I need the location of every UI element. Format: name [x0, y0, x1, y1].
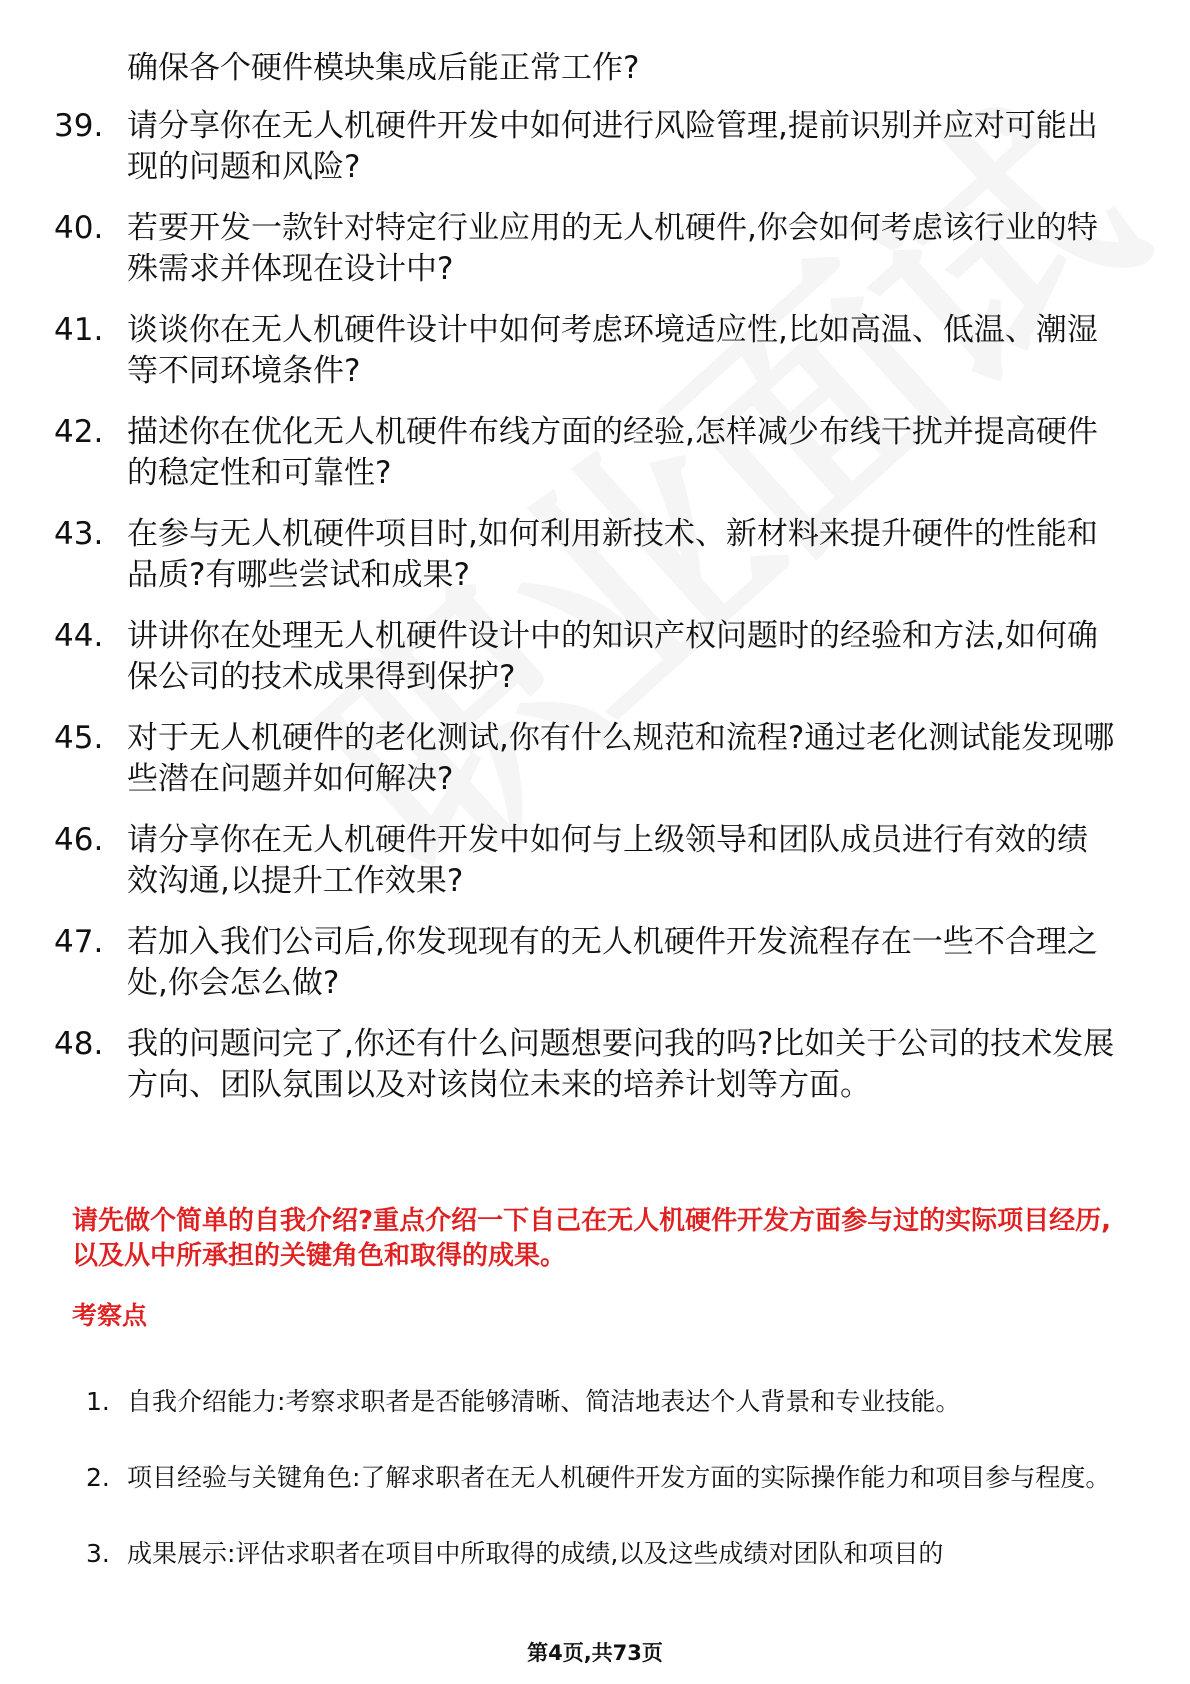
question-number: 46.	[54, 822, 104, 858]
question-item	[0, 412, 1115, 494]
question-text: 谈谈你在无人机硬件设计中如何考虑环境适应性,比如高温、低温、潮湿等不同环境条件?	[127, 312, 1098, 389]
question-text: 若加入我们公司后,你发现现有的无人机硬件开发流程存在一些不合理之处,你会怎么做?	[127, 924, 1098, 1001]
point-number: 3.	[86, 1539, 110, 1568]
question-item	[0, 718, 1115, 800]
assessment-point	[0, 1449, 1117, 1506]
question-item	[0, 616, 1115, 698]
question-item	[0, 514, 1115, 596]
question-item	[0, 820, 1115, 902]
assessment-point-list	[0, 1373, 1190, 1601]
question-text: 请分享你在无人机硬件开发中如何与上级领导和团队成员进行有效的绩效沟通,以提升工作效果?	[127, 822, 1088, 899]
question-text: 对于无人机硬件的老化测试,你有什么规范和流程?通过老化测试能发现哪些潜在问题并如何解决?	[127, 720, 1115, 797]
question-text: 若要开发一款针对特定行业应用的无人机硬件,你会如何考虑该行业的特殊需求并体现在设计中?	[127, 210, 1098, 287]
point-text: 成果展示:评估求职者在项目中所取得的成绩,以及这些成绩对团队和项目的	[127, 1539, 944, 1568]
assessment-point	[0, 1373, 1117, 1430]
point-number: 1.	[86, 1387, 110, 1416]
question-item	[0, 310, 1115, 392]
question-number: 40.	[54, 210, 104, 246]
point-text: 自我介绍能力:考察求职者是否能够清晰、简洁地表达个人背景和专业技能。	[127, 1387, 961, 1416]
section-title: 考察点	[72, 1301, 148, 1330]
page-footer: 第4页,共73页	[527, 1641, 663, 1665]
question-list	[0, 48, 1190, 1126]
question-text: 讲讲你在处理无人机硬件设计中的知识产权问题时的经验和方法,如何确保公司的技术成果得到保护?	[127, 618, 1098, 695]
question-item	[0, 106, 1115, 188]
question-number: 43.	[54, 516, 104, 552]
question-number: 41.	[54, 312, 104, 348]
point-text: 项目经验与关键角色:了解求职者在无人机硬件开发方面的实际操作能力和项目参与程度。	[127, 1463, 1111, 1492]
question-continuation	[0, 48, 1115, 89]
question-number: 44.	[54, 618, 104, 654]
question-text: 我的问题问完了,你还有什么问题想要问我的吗?比如关于公司的技术发展方向、团队氛围以及对该岗位未来的培养计划等方面。	[127, 1026, 1115, 1103]
question-item	[0, 208, 1115, 290]
question-number: 45.	[54, 720, 104, 756]
question-text: 确保各个硬件模块集成后能正常工作?	[127, 50, 640, 86]
question-number: 47.	[54, 924, 104, 960]
question-item	[0, 922, 1115, 1004]
question-text: 描述你在优化无人机硬件布线方面的经验,怎样减少布线干扰并提高硬件的稳定性和可靠性?	[127, 414, 1098, 491]
question-text: 在参与无人机硬件项目时,如何利用新技术、新材料来提升硬件的性能和品质?有哪些尝试和成果?	[127, 516, 1098, 593]
assessment-point	[0, 1525, 1117, 1582]
question-number: 42.	[54, 414, 104, 450]
question-number: 48.	[54, 1026, 104, 1062]
question-item	[0, 1024, 1115, 1106]
point-number: 2.	[86, 1463, 110, 1492]
question-text: 请分享你在无人机硬件开发中如何进行风险管理,提前识别并应对可能出现的问题和风险?	[127, 108, 1098, 185]
question-number: 39.	[54, 108, 104, 144]
highlight-question: 请先做个简单的自我介绍?重点介绍一下自己在无人机硬件开发方面参与过的实际项目经历,以及从中所承担的关键角色和取得的成果。	[72, 1206, 1111, 1271]
